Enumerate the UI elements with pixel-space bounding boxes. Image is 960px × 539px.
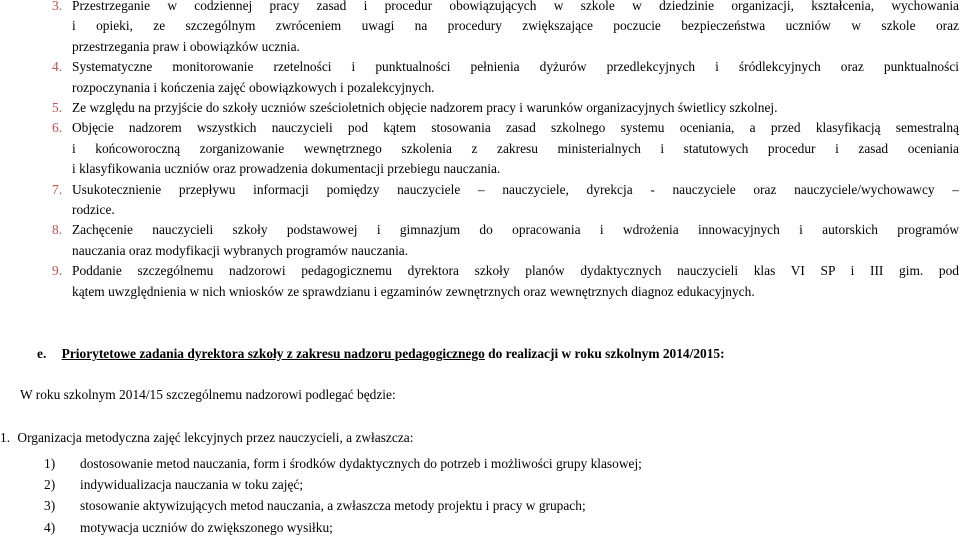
list-item-number: 3. (52, 0, 63, 13)
list-item-line: Objęcie nadzorem wszystkich nauczycieli pod kątem stosowania zasad szkolnego systemu oceniania, a przed klasyfikacją semestralną (72, 120, 959, 136)
numbered-list (52, 0, 959, 302)
sub-list-item-text: indywidualizacja nauczania w toku zajęć; (80, 477, 304, 493)
sub-list-item-text: motywacja uczniów do zwiększonego wysiłku; (80, 519, 333, 535)
list-item-line: kątem uwzględnienia w nich wniosków ze sprawdzianu i egzaminów zewnętrznych oraz wewnętrznych diagnoz edukacyjnych. (72, 283, 755, 299)
sub-list-item (44, 454, 944, 475)
list-item (52, 118, 959, 179)
list-item-line: Poddanie szczególnemu nadzorowi pedagogicznemu dyrektora szkoły planów dydaktycznych nauczycieli klas VI SP i III gim. pod (72, 263, 959, 279)
list-item (52, 220, 959, 261)
sub-list-item (44, 496, 944, 517)
list-item-line: Ze względu na przyjście do szkoły uczniów sześcioletnich objęcie nadzorem pracy i warunków organizacyjnych świetlicy szkolnej. (72, 100, 778, 116)
list-item-line: Systematyczne monitorowanie rzetelności i punktualności pełnienia dyżurów przedlekcyjnych i śródlekcyjnych oraz punktualności (72, 59, 959, 75)
sub-list-item (44, 518, 944, 539)
list-item (52, 98, 959, 118)
sub-list-item (44, 475, 944, 496)
list-item (52, 57, 959, 98)
list-item-line: nauczania oraz modyfikacji wybranych programów nauczania. (72, 242, 409, 258)
sub-list-item-text: dostosowanie metod nauczania, form i środków dydaktycznych do potrzeb i możliwości grupy klasowej; (80, 456, 642, 471)
sub-list-item-number: 4) (44, 519, 56, 535)
section-1-number: 1. (0, 430, 11, 445)
list-item-line: rodzice. (72, 202, 115, 218)
list-item-number: 9. (52, 263, 63, 279)
section-1 (0, 428, 958, 448)
heading-letter: e. (37, 346, 47, 361)
list-item (52, 261, 959, 302)
list-item-number: 7. (52, 181, 63, 197)
list-item-line: Przestrzeganie w codziennej pracy zasad i procedur obowiązujących w szkole w dziedzinie organizacji, kształcenia, wychowania (72, 0, 959, 13)
list-item-number: 5. (52, 100, 63, 116)
sub-list-item-number: 3) (44, 498, 56, 514)
list-item-line: Zachęcenie nauczycieli szkoły podstawowej i gimnazjum do opracowania i wdrożenia innowacyjnych i autorskich programów (72, 222, 959, 238)
sub-list-item-text: stosowanie aktywizujących metod nauczania, a zwłaszcza metody projektu i pracy w grupach; (80, 498, 586, 514)
list-item (52, 180, 959, 221)
list-item-number: 6. (52, 120, 63, 136)
list-item (52, 0, 959, 57)
intro-text: W roku szkolnym 2014/15 szczególnemu nadzorowi podlegać będzie: (20, 387, 396, 402)
section-1-title: Organizacja metodyczna zajęć lekcyjnych przez nauczycieli, a zwłaszcza: (17, 430, 414, 445)
list-item-number: 8. (52, 222, 63, 238)
section-heading (37, 344, 957, 364)
list-item-number: 4. (52, 59, 63, 75)
heading-underlined: Priorytetowe zadania dyrektora szkoły z zakresu nadzoru pedagogicznego (61, 346, 485, 361)
list-item-line: i końcoworoczną zorganizowanie wewnętrznego szkolenia z zakresu ministerialnych i statutowych procedur i zasad oceniania (72, 140, 959, 156)
section-1-list (44, 454, 944, 539)
heading-rest: do realizacji w roku szkolnym 2014/2015: (484, 346, 725, 361)
sub-list-item-number: 2) (44, 477, 56, 493)
list-item-line: przestrzegania praw i obowiązków ucznia. (72, 38, 300, 54)
list-item-line: i opieki, ze szczególnym zwróceniem uwagi na procedury zwiększające poczucie bezpieczeństwa uczniów w szkole oraz (72, 18, 959, 34)
list-item-line: Usukotecznienie przepływu informacji pomiędzy nauczyciele – nauczyciele, dyrekcja - nauczyciele oraz nauczyciele/wychowawcy – (72, 181, 959, 197)
list-item-line: i klasyfikowania uczniów oraz prowadzenia dokumentacji przebiegu nauczania. (72, 161, 501, 177)
sub-list-item-number: 1) (44, 456, 56, 471)
list-item-line: rozpoczynania i kończenia zajęć obowiązkowych i pozalekcyjnych. (72, 79, 435, 95)
